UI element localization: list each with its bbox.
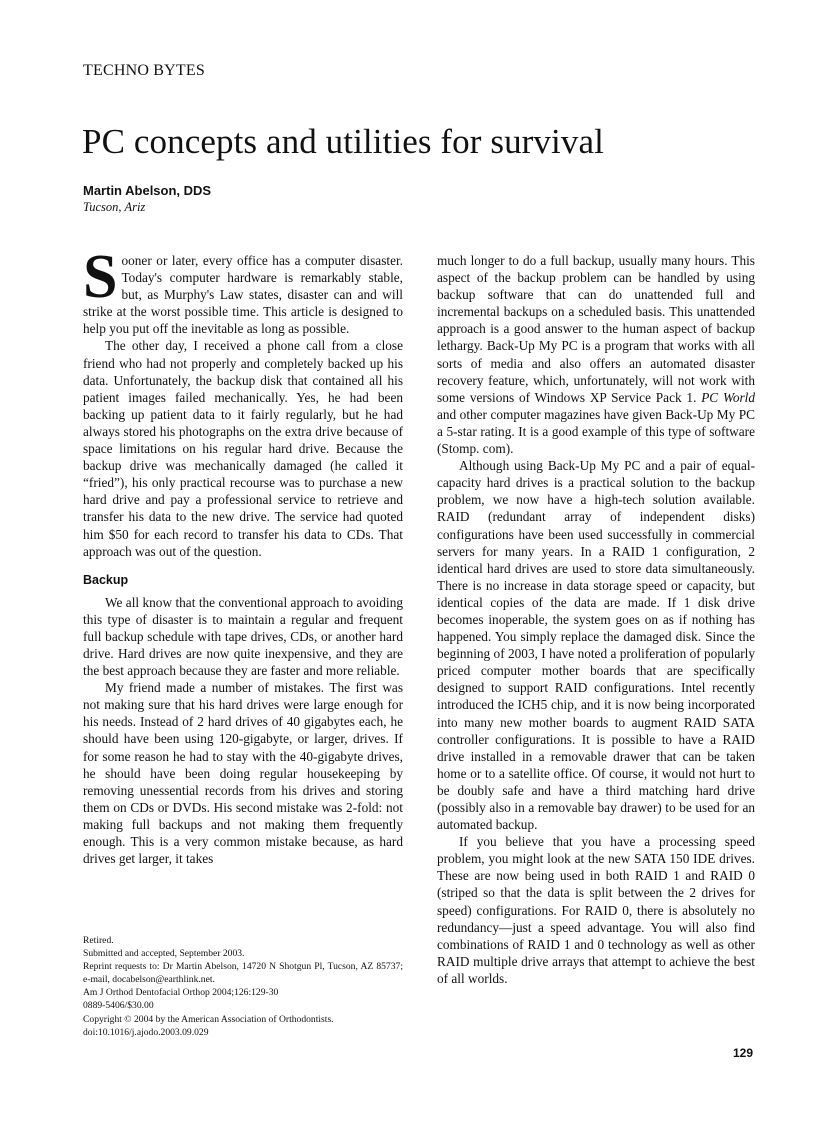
- footnote-citation: Am J Orthod Dentofacial Orthop 2004;126:129-30: [83, 987, 279, 999]
- footnote-submitted: Submitted and accepted, September 2003.: [83, 948, 245, 960]
- intro-text: ooner or later, every office has a computer disaster. Today's computer hardware is remarkably stable, but, as Murphy's Law states, disaster can and will strike at the worst possible time. This article is designed to help you put off the inevitable as long as possible.: [83, 253, 403, 337]
- left-column: [83, 243, 403, 867]
- footnote-doi: doi:10.1016/j.ajodo.2003.09.029: [83, 1026, 209, 1038]
- footnote-status: Retired.: [83, 935, 114, 946]
- text-run: much longer to do a full backup, usually many hours. This aspect of the backup problem can be handled by using backup software that can do unattended full and incremental backups on a scheduled basis. This unattended approach is a good answer to the human aspect of backup lethargy. Back-Up My PC is a program that works with all sorts of media and also offers an automated disaster recovery feature, which, unfortunately, will not work with some versions of Windows XP Service Pack 1.: [437, 253, 755, 405]
- section-label: TECHNO BYTES: [83, 62, 205, 79]
- paragraph-mistakes: My friend made a number of mistakes. The first was not making sure that his hard drives were large enough for his needs. Instead of 2 hard drives of 40 gigabytes each, he should have been using 120-gigabyte, or larger, drives. If for some reason he had to stay with the 40-gigabyte drives, he should have been doing regular housekeeping by removing unessential records from his drives and storing them on CDs or DVDs. His second mistake was 2-fold: not making full backups and not making them frequently enough. This is a very common mistake because, as hard drives get larger, it takes: [83, 680, 403, 867]
- paragraph-friend-story: The other day, I received a phone call from a close friend who had not properly and completely backed up his data. Unfortunately, the backup disk that contained all his patient images failed mechanically. Yes, he had been backing up patient data to it fairly regularly, but he had always stored his photographs on the extra drive because of space limitations on his regular hard drive. Because the backup drive was mechanically damaged (he called it “fried”), his only practical recourse was to purchase a new hard drive and pay a professional service to retrieve and transfer his data to the new drive. The service had quoted him $50 for each record to transfer his data to CDs. That approach was out of the question.: [83, 338, 403, 559]
- drop-cap: S: [83, 243, 118, 311]
- text-run: and other computer magazines have given Back-Up My PC a 5-star rating. It is a good example of this type of software (Stomp. com).: [437, 406, 755, 457]
- footnotes: [83, 934, 403, 1039]
- page-number: 129: [733, 1046, 754, 1060]
- article-title: PC concepts and utilities for survival: [82, 122, 604, 161]
- section-heading-backup: Backup: [83, 572, 129, 587]
- author-affiliation: Tucson, Ariz: [83, 200, 146, 214]
- paragraph-sata: If you believe that you have a processing speed problem, you might look at the new SATA 150 IDE drives. These are now being used in both RAID 1 and RAID 0 (striped so that the data is split between the 2 drives for speed) configurations. For RAID 0, there is absolutely no redundancy—just a speed advantage. You will also find combinations of RAID 1 and 0 technology as well as other RAID multiple drive arrays that attempt to achieve the best of all worlds.: [437, 834, 755, 986]
- footnote-issn: 0889-5406/$30.00: [83, 1000, 154, 1012]
- right-column: [437, 252, 755, 987]
- paragraph-raid: Although using Back-Up My PC and a pair of equal-capacity hard drives is a practical solution to the backup problem, we now have a high-tech solution available. RAID (redundant array of independent disks) configurations have been used successfully in commercial servers for many years. In a RAID 1 configuration, 2 identical hard drives are used to store data simultaneously. There is no increase in data storage speed or capacity, but identical copies of the data are made. If 1 disk drive becomes inoperable, the system goes on as if nothing has happened. You simply replace the damaged disk. Since the beginning of 2003, I have noted a proliferation of popularly priced computer mother boards that are specifically designed to support RAID configurations. Intel recently introduced the ICH5 chip, and it is now being incorporated into many new mother boards to augment RAID SATA controller configurations. It is possible to have a RAID drive installed in a removable drawer that can be taken home or to a satellite office. Of course, it would not hurt to be doubly safe and have a third matching hard drive (possibly also in a removable bay drawer) to be used for an automated backup.: [437, 458, 755, 833]
- author-name: Martin Abelson, DDS: [83, 183, 212, 198]
- intro-paragraph: [83, 243, 403, 337]
- paragraph-mistakes-continued: [437, 252, 755, 457]
- footnote-copyright: Copyright © 2004 by the American Association of Orthodontists.: [83, 1013, 334, 1025]
- footnote-reprint: Reprint requests to: Dr Martin Abelson, 14720 N Shotgun Pl, Tucson, AZ 85737; e-mail, docabelson@earthlink.net.: [83, 961, 403, 986]
- magazine-name: PC World: [701, 389, 755, 405]
- paragraph-conventional-approach: We all know that the conventional approach to avoiding this type of disaster is to maintain a regular and frequent full backup schedule with tape drives, CDs, or another hard drive. Hard drives are now quite inexpensive, and they are the best approach because they are faster and more reliable.: [83, 594, 403, 679]
